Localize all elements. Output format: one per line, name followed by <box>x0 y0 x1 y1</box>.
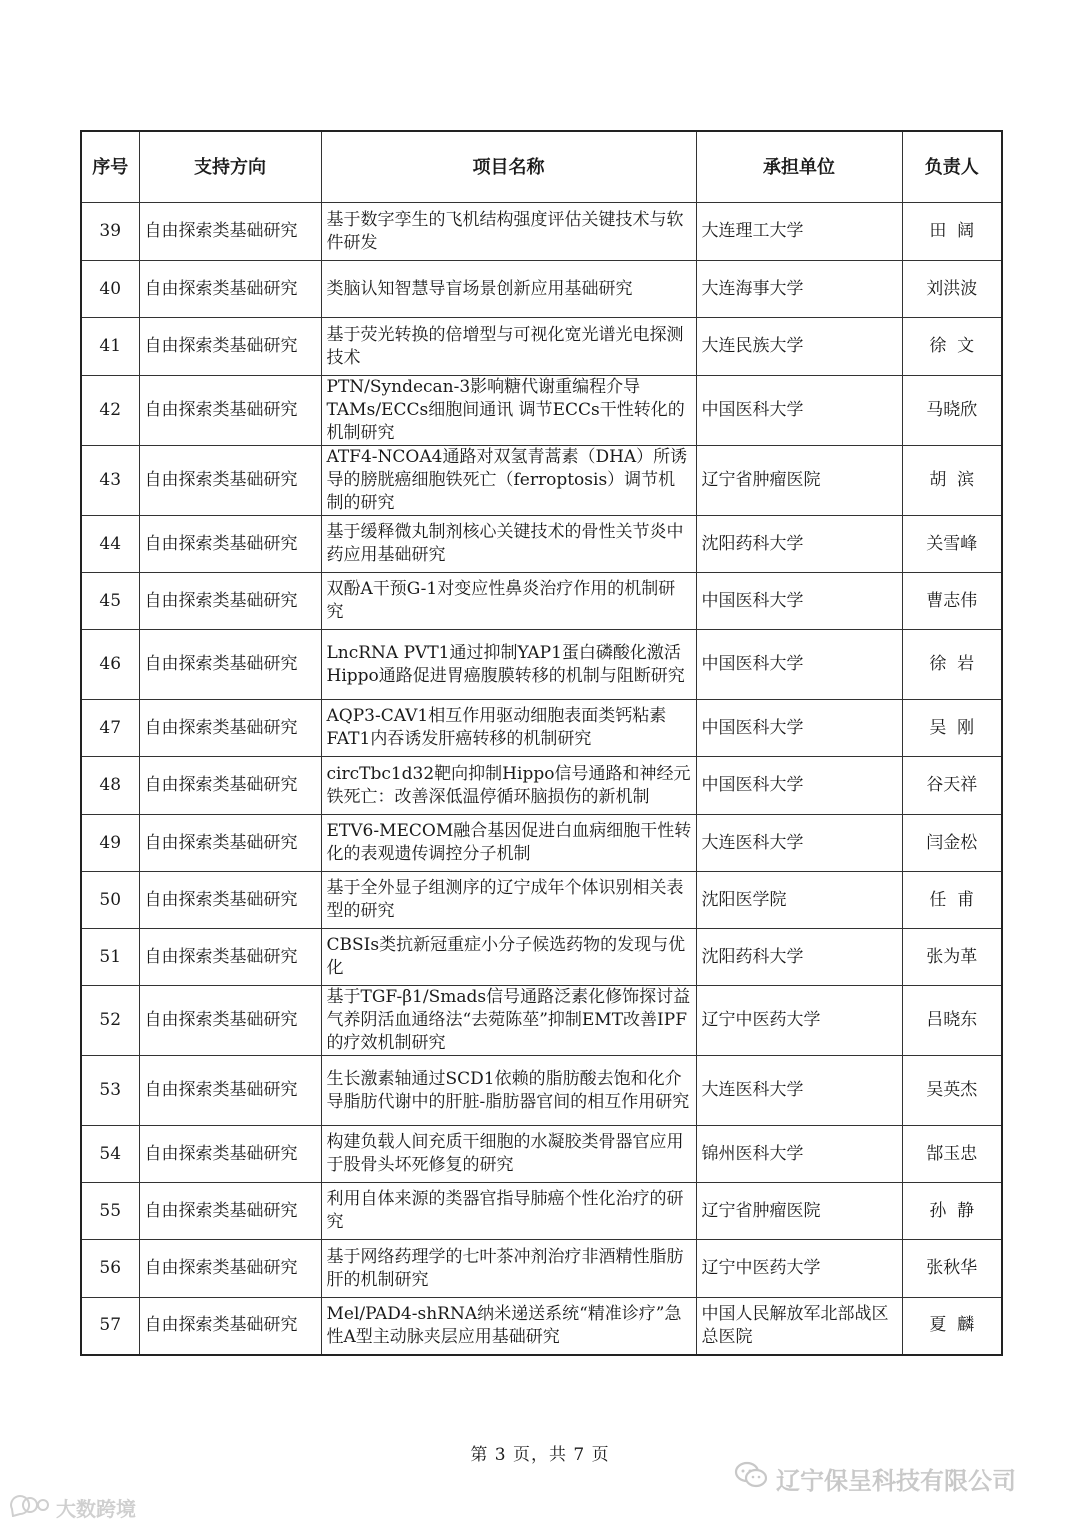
row-project-name: Mel/PAD4-shRNA纳米递送系统“精准诊疗”急性A型主动脉夹层应用基础研究 <box>321 1298 696 1355</box>
row-direction: 自由探索类基础研究 <box>139 1240 321 1298</box>
table-row <box>81 203 1002 261</box>
row-unit: 沈阳药科大学 <box>696 516 902 573</box>
row-lead: 关雪峰 <box>902 516 1002 573</box>
row-lead: 曹志伟 <box>902 573 1002 630</box>
row-index: 49 <box>81 815 139 872</box>
row-project-name: 基于TGF-β1/Smads信号通路泛素化修饰探讨益气养阴活血通络法“去菀陈莝”抑制EMT改善IPF的疗效机制研究 <box>321 986 696 1056</box>
row-project-name: 基于网络药理学的七叶茶冲剂治疗非酒精性脂肪肝的机制研究 <box>321 1240 696 1298</box>
row-direction: 自由探索类基础研究 <box>139 1056 321 1126</box>
row-project-name: CBSIs类抗新冠重症小分子候选药物的发现与优化 <box>321 929 696 986</box>
row-index: 54 <box>81 1126 139 1183</box>
row-lead: 吴英杰 <box>902 1056 1002 1126</box>
row-index: 55 <box>81 1183 139 1240</box>
row-direction: 自由探索类基础研究 <box>139 261 321 318</box>
row-project-name: circTbc1d32靶向抑制Hippo信号通路和神经元铁死亡：改善深低温停循环脑损伤的新机制 <box>321 757 696 815</box>
site-watermark <box>8 1492 136 1522</box>
row-project-name: 生长激素轴通过SCD1依赖的脂肪酸去饱和化介导脂肪代谢中的肝脏-脂肪器官间的相互作用研究 <box>321 1056 696 1126</box>
row-lead: 徐 文 <box>902 318 1002 376</box>
row-project-name: ETV6-MECOM融合基因促进白血病细胞干性转化的表观遗传调控分子机制 <box>321 815 696 872</box>
row-index: 40 <box>81 261 139 318</box>
row-index: 50 <box>81 872 139 929</box>
row-index: 53 <box>81 1056 139 1126</box>
row-direction: 自由探索类基础研究 <box>139 446 321 516</box>
header-index: 序号 <box>81 131 139 203</box>
row-project-name: 基于荧光转换的倍增型与可视化宽光谱光电探测技术 <box>321 318 696 376</box>
row-lead: 郜玉忠 <box>902 1126 1002 1183</box>
row-unit: 辽宁中医药大学 <box>696 1240 902 1298</box>
row-lead: 任 甫 <box>902 872 1002 929</box>
row-unit: 中国医科大学 <box>696 700 902 757</box>
row-direction: 自由探索类基础研究 <box>139 872 321 929</box>
table-row <box>81 1298 1002 1355</box>
company-watermark-text: 辽宁保呈科技有限公司 <box>776 1466 1016 1495</box>
header-direction: 支持方向 <box>139 131 321 203</box>
page-number: 第 3 页，共 7 页 <box>470 1445 610 1465</box>
row-lead: 孙 静 <box>902 1183 1002 1240</box>
table-row <box>81 872 1002 929</box>
table-row <box>81 815 1002 872</box>
row-lead: 刘洪波 <box>902 261 1002 318</box>
row-index: 45 <box>81 573 139 630</box>
table-row <box>81 446 1002 516</box>
row-lead: 闫金松 <box>902 815 1002 872</box>
row-direction: 自由探索类基础研究 <box>139 815 321 872</box>
row-lead: 夏 麟 <box>902 1298 1002 1355</box>
row-project-name: 类脑认知智慧导盲场景创新应用基础研究 <box>321 261 696 318</box>
row-index: 46 <box>81 630 139 700</box>
row-index: 56 <box>81 1240 139 1298</box>
row-unit: 辽宁省肿瘤医院 <box>696 1183 902 1240</box>
header-project-name: 项目名称 <box>321 131 696 203</box>
row-index: 43 <box>81 446 139 516</box>
table-row <box>81 986 1002 1056</box>
row-direction: 自由探索类基础研究 <box>139 1298 321 1355</box>
row-index: 42 <box>81 376 139 446</box>
row-index: 57 <box>81 1298 139 1355</box>
row-project-name: AQP3-CAV1相互作用驱动细胞表面类钙粘素FAT1内吞诱发肝癌转移的机制研究 <box>321 700 696 757</box>
row-project-name: LncRNA PVT1通过抑制YAP1蛋白磷酸化激活Hippo通路促进胃癌腹膜转移的机制与阻断研究 <box>321 630 696 700</box>
row-lead: 马晓欣 <box>902 376 1002 446</box>
table-row <box>81 700 1002 757</box>
row-unit: 辽宁省肿瘤医院 <box>696 446 902 516</box>
row-index: 52 <box>81 986 139 1056</box>
row-index: 44 <box>81 516 139 573</box>
table-row <box>81 573 1002 630</box>
table-row <box>81 1126 1002 1183</box>
header-lead: 负责人 <box>902 131 1002 203</box>
row-direction: 自由探索类基础研究 <box>139 573 321 630</box>
table-row <box>81 757 1002 815</box>
company-watermark <box>734 1460 1016 1496</box>
row-index: 39 <box>81 203 139 261</box>
table-row <box>81 929 1002 986</box>
row-index: 48 <box>81 757 139 815</box>
row-lead: 吴 刚 <box>902 700 1002 757</box>
table-row <box>81 1240 1002 1298</box>
row-unit: 大连医科大学 <box>696 815 902 872</box>
row-lead: 吕晓东 <box>902 986 1002 1056</box>
row-project-name: 构建负载人间充质干细胞的水凝胶类骨器官应用于股骨头坏死修复的研究 <box>321 1126 696 1183</box>
row-lead: 徐 岩 <box>902 630 1002 700</box>
row-unit: 锦州医科大学 <box>696 1126 902 1183</box>
table-row <box>81 376 1002 446</box>
row-project-name: 利用自体来源的类器官指导肺癌个性化治疗的研究 <box>321 1183 696 1240</box>
row-unit: 中国医科大学 <box>696 630 902 700</box>
row-project-name: 基于缓释微丸制剂核心关键技术的骨性关节炎中药应用基础研究 <box>321 516 696 573</box>
table-row <box>81 516 1002 573</box>
table-header-row <box>81 131 1002 203</box>
header-unit: 承担单位 <box>696 131 902 203</box>
table-row <box>81 1183 1002 1240</box>
row-unit: 辽宁中医药大学 <box>696 986 902 1056</box>
row-unit: 大连海事大学 <box>696 261 902 318</box>
row-direction: 自由探索类基础研究 <box>139 203 321 261</box>
row-lead: 张为革 <box>902 929 1002 986</box>
row-direction: 自由探索类基础研究 <box>139 1126 321 1183</box>
row-unit: 沈阳药科大学 <box>696 929 902 986</box>
row-index: 47 <box>81 700 139 757</box>
row-unit: 沈阳医学院 <box>696 872 902 929</box>
row-lead: 张秋华 <box>902 1240 1002 1298</box>
chat-bubble-icon <box>8 1493 50 1522</box>
row-project-name: 基于全外显子组测序的辽宁成年个体识别相关表型的研究 <box>321 872 696 929</box>
table-row <box>81 630 1002 700</box>
row-unit: 中国医科大学 <box>696 573 902 630</box>
row-direction: 自由探索类基础研究 <box>139 318 321 376</box>
row-unit: 大连医科大学 <box>696 1056 902 1126</box>
row-unit: 中国人民解放军北部战区总医院 <box>696 1298 902 1355</box>
row-project-name: 基于数字孪生的飞机结构强度评估关键技术与软件研发 <box>321 203 696 261</box>
row-direction: 自由探索类基础研究 <box>139 516 321 573</box>
row-direction: 自由探索类基础研究 <box>139 1183 321 1240</box>
row-project-name: PTN/Syndecan-3影响糖代谢重编程介导TAMs/ECCs细胞间通讯 调节ECCs干性转化的机制研究 <box>321 376 696 446</box>
table-row <box>81 318 1002 376</box>
row-project-name: 双酚A干预G-1对变应性鼻炎治疗作用的机制研究 <box>321 573 696 630</box>
row-direction: 自由探索类基础研究 <box>139 986 321 1056</box>
row-lead: 谷天祥 <box>902 757 1002 815</box>
wechat-icon <box>734 1461 768 1495</box>
row-direction: 自由探索类基础研究 <box>139 700 321 757</box>
row-unit: 中国医科大学 <box>696 757 902 815</box>
row-index: 41 <box>81 318 139 376</box>
row-unit: 大连民族大学 <box>696 318 902 376</box>
row-project-name: ATF4-NCOA4通路对双氢青蒿素（DHA）所诱导的膀胱癌细胞铁死亡（ferroptosis）调节机制的研究 <box>321 446 696 516</box>
table-row <box>81 1056 1002 1126</box>
row-unit: 中国医科大学 <box>696 376 902 446</box>
row-lead: 胡 滨 <box>902 446 1002 516</box>
row-direction: 自由探索类基础研究 <box>139 929 321 986</box>
row-direction: 自由探索类基础研究 <box>139 376 321 446</box>
row-direction: 自由探索类基础研究 <box>139 757 321 815</box>
site-watermark-text: 大数跨境 <box>56 1496 136 1521</box>
project-table <box>80 130 1003 1356</box>
row-unit: 大连理工大学 <box>696 203 902 261</box>
row-direction: 自由探索类基础研究 <box>139 630 321 700</box>
row-index: 51 <box>81 929 139 986</box>
table-row <box>81 261 1002 318</box>
row-lead: 田 阔 <box>902 203 1002 261</box>
